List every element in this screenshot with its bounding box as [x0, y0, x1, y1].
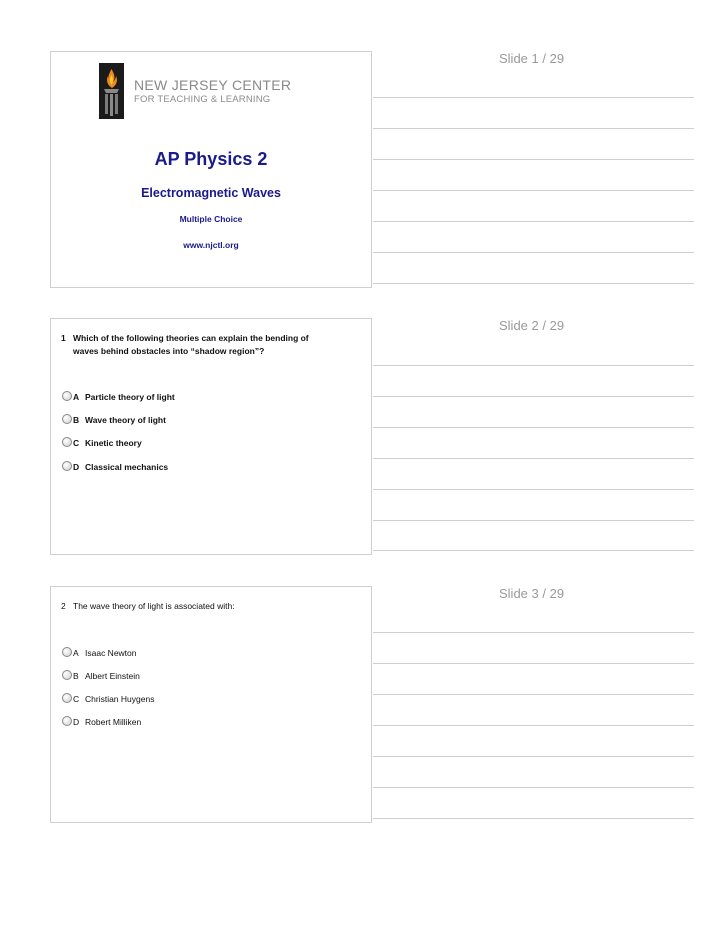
radio-icon[interactable] — [62, 414, 72, 424]
answer-option-b[interactable] — [62, 414, 166, 425]
option-letter: B — [73, 415, 80, 425]
note-line — [373, 427, 694, 428]
note-line — [373, 787, 694, 788]
note-line — [373, 632, 694, 633]
note-line — [373, 221, 694, 222]
question-number: 2 — [61, 601, 66, 611]
note-line — [373, 283, 694, 284]
note-line — [373, 818, 694, 819]
option-letter: B — [73, 671, 79, 681]
slide-1-label: Slide 1 / 29 — [499, 51, 565, 66]
logo-line-1: NEW JERSEY CENTER — [134, 77, 292, 93]
torch-logo-icon — [99, 63, 124, 119]
radio-icon[interactable] — [62, 693, 72, 703]
note-line — [373, 365, 694, 366]
option-letter: D — [73, 462, 80, 472]
note-line — [373, 252, 694, 253]
note-line — [373, 550, 694, 551]
option-text: Robert Milliken — [85, 717, 142, 727]
slide-3-label: Slide 3 / 29 — [499, 586, 565, 601]
question-text — [61, 600, 351, 613]
answer-option-d[interactable] — [62, 716, 141, 727]
radio-icon[interactable] — [62, 391, 72, 401]
note-line — [373, 756, 694, 757]
option-text: Isaac Newton — [85, 648, 137, 658]
note-line — [373, 520, 694, 521]
radio-icon[interactable] — [62, 716, 72, 726]
radio-icon[interactable] — [62, 647, 72, 657]
note-line — [373, 725, 694, 726]
answer-option-a[interactable] — [62, 391, 175, 402]
option-letter: A — [73, 648, 79, 658]
option-text: Classical mechanics — [85, 462, 169, 472]
answer-option-a[interactable] — [62, 647, 137, 658]
note-line — [373, 396, 694, 397]
question-text — [61, 332, 351, 358]
website-link[interactable]: www.njctl.org — [183, 240, 239, 250]
option-text: Albert Einstein — [85, 671, 140, 681]
option-text: Particle theory of light — [85, 392, 175, 402]
slide-1 — [50, 51, 372, 288]
note-line — [373, 190, 694, 191]
slide-kind: Multiple Choice — [179, 214, 243, 224]
radio-icon[interactable] — [62, 437, 72, 447]
question-line-1: The wave theory of light is associated with: — [73, 601, 235, 611]
option-text: Christian Huygens — [85, 694, 155, 704]
option-letter: C — [73, 694, 80, 704]
question-number: 1 — [61, 333, 66, 343]
question-line-1: Which of the following theories can explain the bending of — [73, 333, 309, 343]
answer-option-d[interactable] — [62, 461, 168, 472]
option-letter: C — [73, 438, 80, 448]
slide-title: AP Physics 2 — [154, 149, 268, 169]
logo-line-2: FOR TEACHING & LEARNING — [134, 94, 271, 105]
option-letter: D — [73, 717, 80, 727]
answer-option-c[interactable] — [62, 693, 154, 704]
radio-icon[interactable] — [62, 670, 72, 680]
njctl-logo — [99, 63, 292, 119]
slide-subtitle: Electromagnetic Waves — [141, 186, 281, 200]
note-line — [373, 694, 694, 695]
answer-option-c[interactable] — [62, 437, 142, 448]
note-line — [373, 663, 694, 664]
option-text: Wave theory of light — [85, 415, 166, 425]
note-line — [373, 97, 694, 98]
note-line — [373, 489, 694, 490]
note-line — [373, 128, 694, 129]
slide-2-label: Slide 2 / 29 — [499, 318, 565, 333]
note-line — [373, 159, 694, 160]
note-line — [373, 458, 694, 459]
question-line-2: waves behind obstacles into “shadow region”? — [73, 346, 265, 356]
radio-icon[interactable] — [62, 461, 72, 471]
slide-3 — [50, 586, 372, 823]
answer-option-b[interactable] — [62, 670, 140, 681]
option-text: Kinetic theory — [85, 438, 142, 448]
slide-2 — [50, 318, 372, 555]
option-letter: A — [73, 392, 80, 402]
